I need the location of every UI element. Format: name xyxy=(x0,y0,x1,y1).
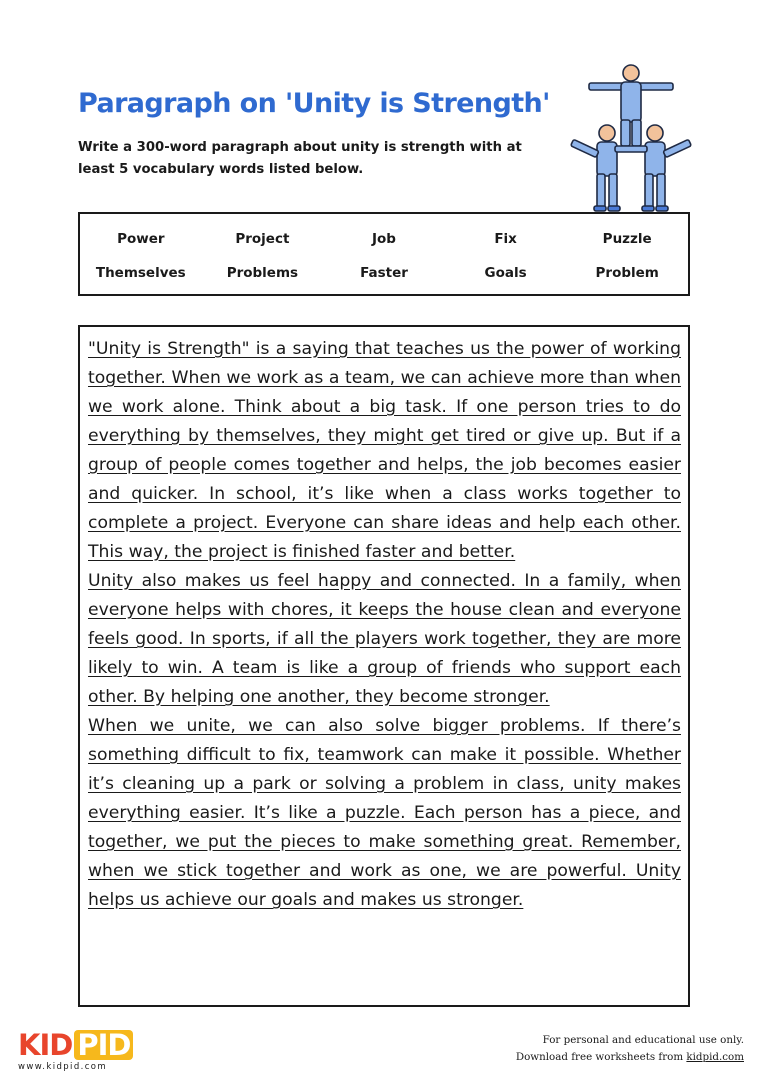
page-title: Paragraph on 'Unity is Strength' xyxy=(78,88,550,119)
paragraph-1: "Unity is Strength" is a saying that teaches us the power of working together. When we work as a team, we can achieve more than when we work alone. Think about a big task. If one person tries to do everything by themselves, they might get tired or give up. But if a group of people comes together and helps, the job becomes easier and quicker. In school, it’s like when a class works together to complete a project. Everyone can share ideas and help each other. This way, the project is finished faster and better. xyxy=(88,339,681,562)
vocab-word: Fix xyxy=(494,231,517,247)
footer-note xyxy=(516,1032,744,1066)
logo-kid: KID xyxy=(18,1028,73,1062)
vocab-word: Job xyxy=(372,231,396,247)
instructions-text: Write a 300-word paragraph about unity is strength with at least 5 vocabulary words listed below. xyxy=(78,140,522,177)
footer-link[interactable]: kidpid.com xyxy=(686,1051,744,1063)
logo-wordmark xyxy=(18,1030,133,1060)
vocab-word: Project xyxy=(235,231,290,247)
footer-download-prefix: Download free worksheets from xyxy=(515,1051,687,1063)
vocab-word: Goals xyxy=(484,265,527,281)
vocab-word: Faster xyxy=(360,265,408,281)
vocab-word: Puzzle xyxy=(602,231,652,247)
kidpid-logo[interactable] xyxy=(18,1030,133,1072)
logo-url: www.kidpid.com xyxy=(18,1062,108,1072)
paragraph-2: Unity also makes us feel happy and connected. In a family, when everyone helps with chores, it keeps the house clean and everyone feels good. In sports, if all the players work together, they are more likely to win. A team is like a group of friends who support each other. By helping one another, they become stronger. xyxy=(88,571,681,707)
vocabulary-box xyxy=(78,212,690,296)
vocab-word: Problems xyxy=(226,265,299,281)
footer-download-line xyxy=(516,1049,744,1066)
paragraph-box xyxy=(78,325,690,1007)
footer-usage-line: For personal and educational use only. xyxy=(542,1034,744,1046)
vocabulary-grid xyxy=(80,214,688,290)
paragraph-3: When we unite, we can also solve bigger problems. If there’s something difficult to fix, teamwork can make it possible. Whether it’s cleaning up a park or solving a problem in class, unity makes everything easier. It’s like a puzzle. Each person has a piece, and together, we put the pieces to make something great. Remember, when we stick together and work as one, we are powerful. Unity helps us achieve our goals and makes us stronger. xyxy=(88,716,681,910)
logo-pid: PID xyxy=(74,1030,133,1060)
human-pyramid-icon xyxy=(563,60,698,215)
vocab-word: Themselves xyxy=(95,265,186,281)
vocab-word: Power xyxy=(117,231,165,247)
vocab-word: Problem xyxy=(595,265,659,281)
